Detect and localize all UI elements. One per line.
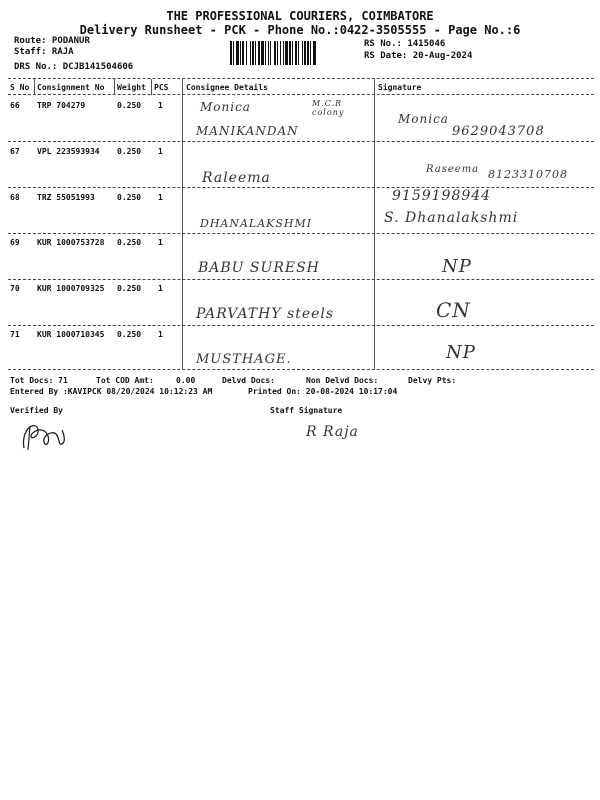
row-separator (8, 325, 594, 326)
tot-cod-label: Tot COD Amt: (96, 376, 154, 385)
barcode-image (230, 41, 356, 65)
row-sno: 66 (10, 101, 20, 110)
consignee-handwriting: MANIKANDAN (196, 124, 299, 138)
runsheet-subtitle: Delivery Runsheet - PCK - Phone No.:0422-3505555 - Page No.:6 (79, 23, 521, 37)
row-weight: 0.250 (117, 101, 142, 110)
row-pcs: 1 (158, 193, 163, 202)
col-header-consignee: Consignee Details (186, 83, 268, 92)
signature-handwriting: CN (436, 298, 471, 322)
signature-handwriting: Raseema (426, 164, 480, 175)
consignee-handwriting: DHANALAKSHMI (200, 217, 313, 230)
row-sno: 70 (10, 284, 20, 293)
signature-handwriting: NP (442, 256, 472, 277)
col-header-pcs: PCS (154, 83, 169, 92)
row-sno: 68 (10, 193, 20, 202)
col-divider (34, 79, 35, 95)
row-sno: 67 (10, 147, 20, 156)
table-bottom-rule (8, 369, 594, 370)
col-header-signature: Signature (378, 83, 422, 92)
col-header-sno: S No (10, 83, 30, 92)
verified-by-label: Verified By (10, 406, 63, 415)
entered-by: Entered By :KAVIPCK 08/20/2024 10:12:23 AM (10, 387, 213, 396)
row-consignment: KUR 1000753728 (37, 238, 105, 247)
consignee-handwriting: PARVATHY steels (196, 306, 335, 322)
row-weight: 0.250 (117, 238, 142, 247)
rs-date: RS Date: 20-Aug-2024 (364, 51, 473, 61)
delvy-pts: Delvy Pts: (408, 376, 457, 385)
row-separator (8, 187, 594, 188)
consignee-handwriting: BABU SURESH (198, 260, 320, 276)
row-pcs: 1 (158, 284, 163, 293)
signature-handwriting: NP (446, 342, 476, 363)
signature-handwriting: 9629043708 (452, 124, 545, 139)
verified-signature (18, 420, 70, 454)
row-weight: 0.250 (117, 147, 142, 156)
row-weight: 0.250 (117, 193, 142, 202)
signature-handwriting: Monica (398, 112, 449, 126)
signature-handwriting: 8123310708 (488, 168, 568, 181)
table-top-rule (8, 78, 594, 79)
row-consignment: KUR 1000710345 (37, 330, 105, 339)
row-weight: 0.250 (117, 330, 142, 339)
row-consignment: VPL 223593934 (37, 147, 100, 156)
col-header-consignment: Consignment No (37, 83, 105, 92)
row-consignment: TRP 704279 (37, 101, 86, 110)
consignee-handwriting: M.C.R colony (312, 99, 345, 117)
tot-cod-amount: 0.00 (176, 376, 196, 385)
rs-number: RS No.: 1415046 (364, 39, 446, 49)
non-delvd-docs: Non Delvd Docs: (306, 376, 379, 385)
tot-docs: Tot Docs: 71 (10, 376, 68, 385)
row-consignment: KUR 1000709325 (37, 284, 105, 293)
row-consignment: TRZ 55051993 (37, 193, 95, 202)
consignee-handwriting: MUSTHAGE. (196, 352, 292, 367)
col-header-weight: Weight (117, 83, 146, 92)
row-sno: 71 (10, 330, 20, 339)
staff-signature-label: Staff Signature (270, 406, 343, 415)
col-divider (114, 79, 115, 95)
row-pcs: 1 (158, 147, 163, 156)
route-label: Route: PODANUR (14, 36, 90, 46)
consignee-handwriting: Monica (200, 100, 251, 114)
company-title: THE PROFESSIONAL COURIERS, COIMBATORE (166, 9, 434, 23)
staff-signature-handwriting: R Raja (306, 424, 359, 440)
signature-handwriting: S. Dhanalakshmi (384, 210, 519, 226)
printed-on: Printed On: 20-08-2024 10:17:04 (248, 387, 398, 396)
row-pcs: 1 (158, 101, 163, 110)
row-separator (8, 141, 594, 142)
row-sno: 69 (10, 238, 20, 247)
header-bottom-rule (8, 94, 594, 95)
delvd-docs: Delvd Docs: (222, 376, 275, 385)
row-separator (8, 233, 594, 234)
drs-number: DRS No.: DCJB141504606 (14, 62, 134, 72)
staff-label: Staff: RAJA (14, 47, 74, 57)
row-pcs: 1 (158, 330, 163, 339)
row-weight: 0.250 (117, 284, 142, 293)
consignee-handwriting: Raleema (202, 170, 271, 186)
row-pcs: 1 (158, 238, 163, 247)
col-divider (151, 79, 152, 95)
signature-handwriting: 9159198944 (392, 188, 492, 204)
row-separator (8, 279, 594, 280)
